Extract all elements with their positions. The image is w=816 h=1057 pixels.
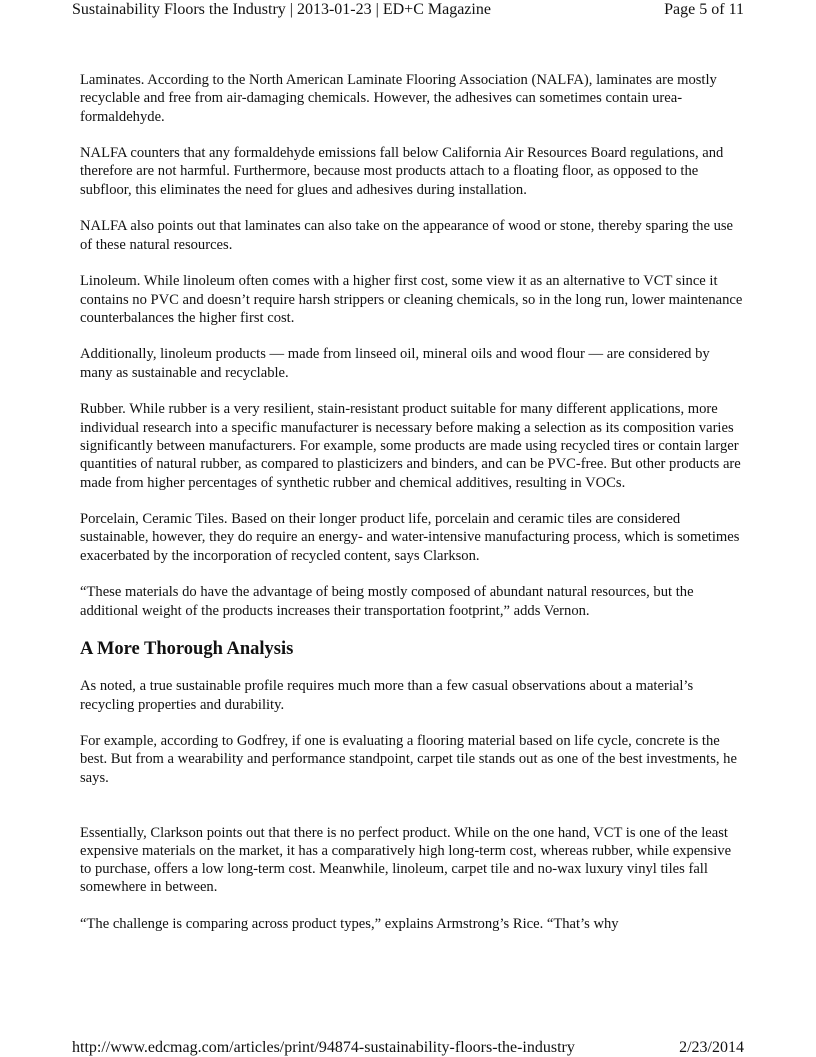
- paragraph-laminates: Laminates. According to the North American Laminate Flooring Association (NALFA), laminates are mostly recyclable and free from air-damaging chemicals. However, the adhesives can sometimes contain urea-formaldehyde.: [80, 72, 717, 125]
- footer-date: 2/23/2014: [679, 1039, 744, 1056]
- article-body: [80, 71, 744, 952]
- print-header-title: Sustainability Floors the Industry | 2013-01-23 | ED+C Magazine: [72, 1, 491, 18]
- section-heading: A More Thorough Analysis: [80, 639, 294, 660]
- paragraph-porcelain: Porcelain, Ceramic Tiles. Based on their longer product life, porcelain and ceramic tiles are considered sustainable, however, they do require an energy- and water-intensive manufacturing process, which is sometimes exacerbated by the incorporation of recycled content, says Clarkson.: [80, 511, 740, 564]
- paragraph-nalfa-appearance: NALFA also points out that laminates can also take on the appearance of wood or stone, thereby sparing the use of these natural resources.: [80, 218, 734, 253]
- paragraph-godfrey: For example, according to Godfrey, if one is evaluating a flooring material based on life cycle, concrete is the best. But from a wearability and performance standpoint, carpet tile stands out as one of the best investments, he says.: [80, 733, 737, 786]
- paragraph-linoleum-products: Additionally, linoleum products — made from linseed oil, mineral oils and wood flour — are considered by many as sustainable and recyclable.: [80, 346, 710, 381]
- footer-url: http://www.edcmag.com/articles/print/94874-sustainability-floors-the-industry: [72, 1039, 575, 1056]
- paragraph-clarkson: Essentially, Clarkson points out that there is no perfect product. While on the one hand, VCT is one of the least expensive materials on the market, it has a comparatively high long-term cost, whereas rubber, while expensive to purchase, offers a low long-term cost. Meanwhile, linoleum, carpet tile and no-wax luxury vinyl tiles fall somewhere in between.: [80, 824, 732, 896]
- paragraph-vernon-quote: “These materials do have the advantage of being mostly composed of abundant natural resources, but the additional weight of the products increases their transportation footprint,” adds Vernon.: [80, 584, 694, 619]
- blank-spacer: [80, 805, 744, 823]
- paragraph-rice-quote: “The challenge is comparing across product types,” explains Armstrong’s Rice. “That’s why: [80, 916, 619, 933]
- paragraph-nalfa-counters: NALFA counters that any formaldehyde emissions fall below California Air Resources Board regulations, and therefore are not harmful. Furthermore, because most products attach to a floating floor, as opposed to the subfloor, this eliminates the need for glues and adhesives during installation.: [80, 145, 724, 198]
- paragraph-as-noted: As noted, a true sustainable profile requires much more than a few casual observations about a material’s recycling properties and durability.: [80, 678, 694, 713]
- paragraph-linoleum: Linoleum. While linoleum often comes with a higher first cost, some view it as an alternative to VCT since it contains no PVC and doesn’t require harsh strippers or cleaning chemicals, so in the long run, lower maintenance counterbalances the higher first cost.: [80, 273, 743, 326]
- page-number: Page 5 of 11: [664, 1, 744, 18]
- paragraph-rubber: Rubber. While rubber is a very resilient, stain-resistant product suitable for many different applications, more individual research into a specific manufacturer is necessary before making a selection as its composition varies significantly between manufacturers. For example, some products are made using recycled tires or contain larger quantities of natural rubber, as compared to plasticizers and binders, and can be PVC-free. But other products are made from higher percentages of synthetic rubber and chemical additives, resulting in VOCs.: [80, 401, 741, 491]
